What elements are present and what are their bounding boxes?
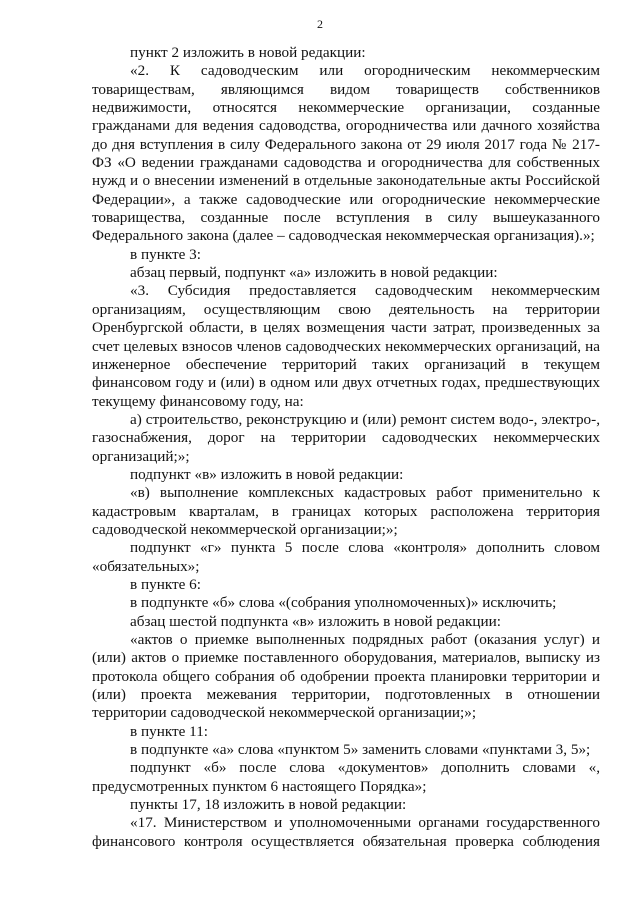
paragraph-12: абзац шестой подпункта «в» изложить в новой редакции: (130, 612, 501, 630)
document-body (92, 44, 600, 851)
paragraph-14: в пункте 11: (130, 722, 209, 740)
paragraph-9: подпункт «г» пункта 5 после слова «контроля» дополнить словом «обязательных»; (92, 539, 600, 575)
page-number: 2 (317, 17, 323, 31)
paragraph-7: подпункт «в» изложить в новой редакции: (130, 465, 404, 483)
paragraph-16: подпункт «б» после слова «документов» дополнить словами «, предусмотренных пунктом 6 настоящего Порядка»; (92, 759, 600, 795)
paragraph-6: а) строительство, реконструкцию и (или) ремонт систем водо-, электро-, газоснабжения, дорог на территории садоводческих некоммерческих организаций;»; (92, 410, 600, 465)
paragraph-11: в подпункте «б» слова «(собрания уполномоченных)» исключить; (130, 594, 557, 612)
paragraph-18: «17. Министерством и уполномоченными органами государственного финансового контроля осуществляется обязательная проверка соблюдения (92, 814, 600, 850)
paragraph-3: в пункте 3: (130, 245, 201, 263)
paragraph-5: «3. Субсидия предоставляется садоводческим некоммерческим организациям, осуществляющим свою деятельность на территории Оренбургской области, в целях возмещения части затрат, произведенных за счет целевых взносов членов садоводческих некоммерческих организаций, на инженерное обеспечение территорий таких организаций в текущем финансовом году и (или) в одном или двух отчетных годах, предшествующих текущему финансовому году, на: (92, 282, 600, 410)
paragraph-4: абзац первый, подпункт «а» изложить в новой редакции: (130, 264, 498, 282)
paragraph-15: в подпункте «а» слова «пунктом 5» заменить словами «пунктами 3, 5»; (130, 741, 591, 759)
paragraph-2: «2. К садоводческим или огородническим некоммерческим товариществам, являющимся видом товариществ собственников недвижимости, относятся некоммерческие организации, созданные гражданами для ведения садоводства, огородничества или дачного хозяйства до дня вступления в силу Федерального закона от 29 июля 2017 года № 217-ФЗ «О ведении гражданами садоводства и огородничества для собственных нужд и о внесении изменений в отдельные законодательные акты Российской Федерации», а также садоводческие или огороднические некоммерческие товарищества, созданные после вступления в силу вышеуказанного Федерального закона (далее – садоводческая некоммерческая организация).»; (92, 62, 600, 245)
paragraph-13: «актов о приемке выполненных подрядных работ (оказания услуг) и (или) актов о приемке поставленного оборудования, материалов, выписку из протокола общего собрания об одобрении проекта планировки территории и (или) проекта межевания территории, подготовленных в отношении территории садоводческой некоммерческой организации;»; (92, 631, 600, 722)
paragraph-8: «в) выполнение комплексных кадастровых работ применительно к кадастровым кварталам, в границах которых расположена территория садоводческой некоммерческой организации;»; (92, 484, 600, 538)
paragraph-1: пункт 2 изложить в новой редакции: (130, 44, 366, 61)
paragraph-17: пункты 17, 18 изложить в новой редакции: (130, 796, 407, 814)
paragraph-10: в пункте 6: (130, 575, 201, 593)
